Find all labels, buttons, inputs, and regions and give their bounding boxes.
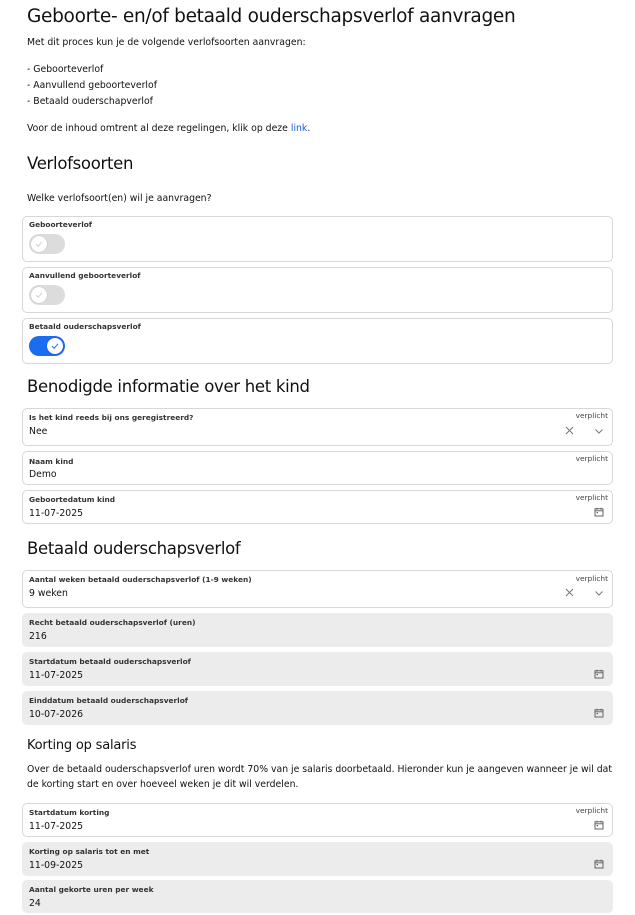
info-text: Voor de inhoud omtrent al deze regelingen, klik op deze bbox=[27, 123, 291, 134]
korting-until-readonly-field bbox=[22, 842, 613, 876]
chevron-down-icon[interactable] bbox=[594, 426, 604, 436]
field-label: Recht betaald ouderschapsverlof (uren) bbox=[29, 618, 196, 627]
field-label: Aantal weken betaald ouderschapsverlof (1-9 weken) bbox=[29, 575, 252, 584]
list-item: - Betaald ouderschapverlof bbox=[27, 96, 153, 107]
list-item: - Geboorteverlof bbox=[27, 64, 104, 75]
clear-icon[interactable] bbox=[565, 588, 574, 597]
korting-start-date-field[interactable] bbox=[22, 803, 613, 837]
betaald-ouderschapsverlof-toggle[interactable] bbox=[29, 336, 65, 356]
field-label: Is het kind reeds bij ons geregistreerd? bbox=[29, 413, 194, 422]
toggle-knob bbox=[31, 236, 47, 252]
calendar-icon bbox=[594, 669, 604, 679]
required-label: verplicht bbox=[575, 454, 608, 463]
birthdate-field[interactable] bbox=[22, 490, 613, 524]
field-value: 9 weken bbox=[29, 588, 68, 599]
field-label: Startdatum betaald ouderschapsverlof bbox=[29, 657, 191, 666]
registered-select[interactable] bbox=[22, 408, 613, 446]
clear-icon[interactable] bbox=[565, 426, 574, 435]
field-label: Startdatum korting bbox=[29, 808, 110, 817]
hours-readonly-field bbox=[22, 613, 613, 647]
chevron-down-icon[interactable] bbox=[594, 588, 604, 598]
info-end: . bbox=[307, 123, 311, 134]
field-value: 216 bbox=[29, 631, 47, 642]
end-date-readonly-field bbox=[22, 691, 613, 725]
calendar-icon bbox=[594, 859, 604, 869]
section-heading-kind: Benodigde informatie over het kind bbox=[27, 377, 310, 396]
list-item: - Aanvullend geboorteverlof bbox=[27, 80, 157, 91]
check-icon bbox=[34, 290, 44, 300]
korting-text-line: de korting start en over hoeveel weken je dit wil verdelen. bbox=[27, 779, 299, 790]
weeks-select[interactable] bbox=[22, 570, 613, 608]
field-label: Geboortedatum kind bbox=[29, 495, 116, 504]
toggle-card-aanvullend bbox=[22, 267, 613, 313]
required-label: verplicht bbox=[575, 493, 608, 502]
section-heading-verlofsoorten: Verlofsoorten bbox=[27, 154, 134, 173]
toggle-label: Betaald ouderschapsverlof bbox=[29, 322, 141, 331]
verlofsoort-question: Welke verlofsoort(en) wil je aanvragen? bbox=[27, 193, 212, 204]
intro-text: Met dit proces kun je de volgende verlofsoorten aanvragen: bbox=[27, 37, 306, 48]
field-value: 24 bbox=[29, 898, 41, 909]
toggle-card-geboorteverlof bbox=[22, 216, 613, 262]
korting-text-line: Over de betaald ouderschapsverlof uren wordt 70% van je salaris doorbetaald. Hieronder kun je aangeven wanneer je wil dat bbox=[27, 764, 612, 775]
field-value: 11-09-2025 bbox=[29, 860, 84, 871]
calendar-icon bbox=[594, 708, 604, 718]
field-label: Einddatum betaald ouderschapsverlof bbox=[29, 696, 188, 705]
korting-hours-readonly-field bbox=[22, 880, 613, 913]
calendar-icon[interactable] bbox=[594, 820, 604, 830]
field-value: 11-07-2025 bbox=[29, 508, 84, 519]
info-link[interactable]: link bbox=[290, 123, 308, 134]
geboorteverlof-toggle[interactable] bbox=[29, 234, 65, 254]
required-label: verplicht bbox=[575, 574, 608, 583]
child-name-field[interactable] bbox=[22, 451, 613, 485]
field-value: Nee bbox=[29, 426, 48, 437]
page-title: Geboorte- en/of betaald ouderschapsverlof aanvragen bbox=[27, 6, 516, 27]
field-value: 11-07-2025 bbox=[29, 670, 84, 681]
info-line bbox=[27, 123, 310, 134]
toggle-knob bbox=[47, 338, 63, 354]
section-heading-ouderschapsverlof: Betaald ouderschapsverlof bbox=[27, 539, 241, 558]
field-value: Demo bbox=[29, 469, 57, 480]
field-value: 11-07-2025 bbox=[29, 821, 84, 832]
required-label: verplicht bbox=[575, 411, 608, 420]
aanvullend-geboorteverlof-toggle[interactable] bbox=[29, 285, 65, 305]
toggle-card-betaald-ouderschapsverlof bbox=[22, 318, 613, 364]
field-value: 10-07-2026 bbox=[29, 709, 84, 720]
field-label: Aantal gekorte uren per week bbox=[29, 885, 154, 894]
toggle-label: Aanvullend geboorteverlof bbox=[29, 271, 141, 280]
start-date-readonly-field bbox=[22, 652, 613, 686]
field-label: Korting op salaris tot en met bbox=[29, 847, 150, 856]
toggle-label: Geboorteverlof bbox=[29, 220, 93, 229]
required-label: verplicht bbox=[575, 806, 608, 815]
section-heading-korting: Korting op salaris bbox=[27, 738, 137, 753]
toggle-knob bbox=[31, 287, 47, 303]
calendar-icon[interactable] bbox=[594, 507, 604, 517]
check-icon bbox=[34, 239, 44, 249]
check-icon bbox=[50, 341, 60, 351]
field-label: Naam kind bbox=[29, 457, 74, 466]
